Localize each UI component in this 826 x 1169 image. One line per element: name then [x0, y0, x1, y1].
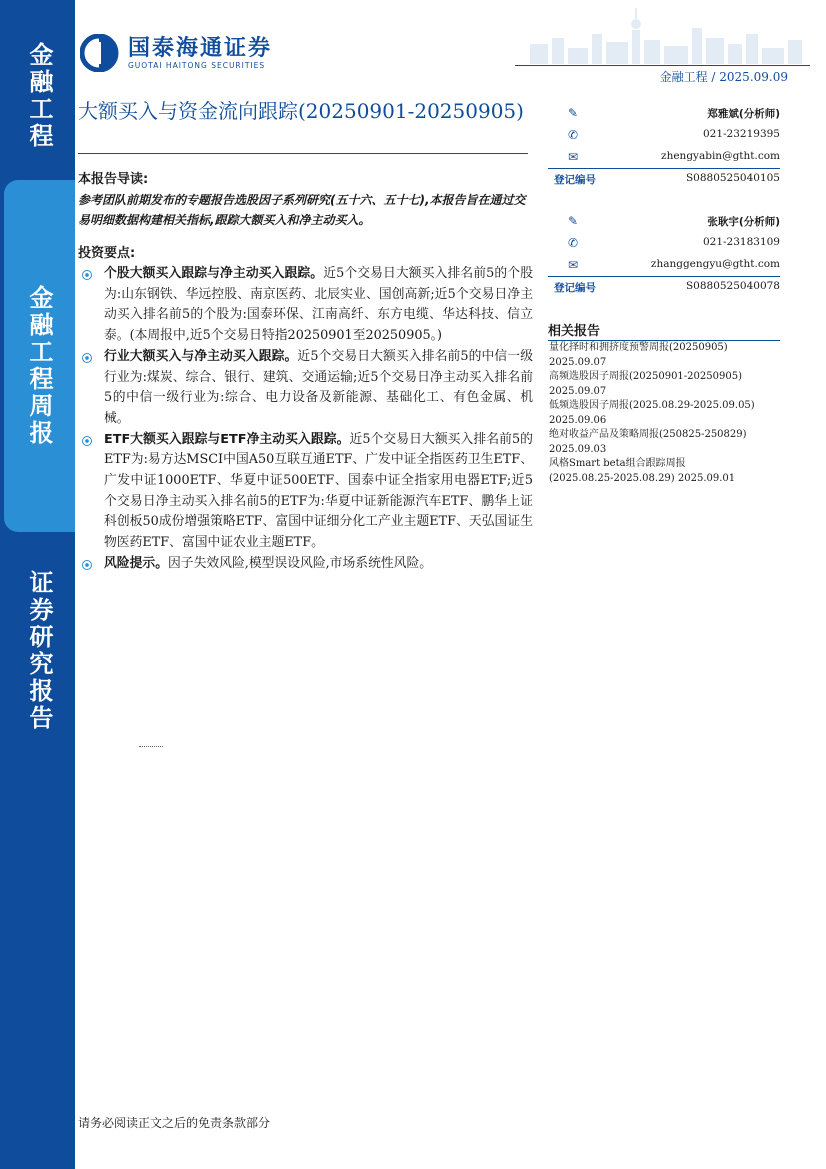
points-heading: 投资要点:	[78, 246, 136, 261]
header-date: 2025.09.09	[719, 70, 788, 84]
list-item	[78, 347, 533, 430]
related-item-title[interactable]: 绝对收益产品及策略周报(250825-250829)	[549, 429, 747, 440]
analyst-phone: 021-23183109	[702, 236, 780, 248]
bullet-icon	[82, 353, 92, 363]
title-rule	[78, 153, 528, 154]
point-text: 近5个交易日大额买入排名前5的ETF为:易方达MSCI中国A50互联互通ETF、广发中证全指医药卫生ETF、广发中证1000ETF、华夏中证500ETF、国泰中证全指家用电器ETF;近5个交易日净主动买入排名前5的ETF为:华夏中证新能源汽车ETF、鹏华上证科创板50成份增强策略ETF、富国中证细分化工产业主题ETF、天弘国证生物医药ETF、富国中证农业主题ETF。	[104, 431, 533, 551]
analyst-card	[548, 212, 780, 300]
city-skyline-icon	[520, 4, 820, 64]
list-item	[78, 264, 533, 347]
analyst-email[interactable]: zhengyabin@gtht.com	[661, 150, 780, 162]
point-text: 近5个交易日大额买入排名前5的中信一级行业为:煤炭、综合、银行、建筑、交通运输;近5个交易日净主动买入排名前5的中信一级行业为:综合、电力设备及新能源、基础化工、有色金属、机械。	[104, 348, 533, 426]
guide-heading: 本报告导读:	[78, 172, 149, 187]
point-text: 因子失效风险,模型误设风险,市场系统性风险。	[167, 555, 433, 571]
header-rule	[515, 65, 810, 66]
analyst-reg-label: 登记编号	[554, 282, 596, 294]
point-title: 风险提示。	[104, 555, 168, 571]
disclaimer-note: 请务必阅读正文之后的免责条款部分	[78, 1116, 271, 1130]
header-separator: /	[711, 70, 716, 84]
sidebar-tab-label: 证券研究报告	[25, 570, 53, 732]
logo-english-name: GUOTAI HAITONG SECURITIES	[128, 60, 266, 70]
mail-icon: ✉	[568, 150, 579, 164]
analyst-card	[548, 104, 780, 192]
analyst-phone: 021-23219395	[702, 128, 780, 140]
stray-mark	[139, 746, 163, 748]
bullet-icon	[82, 270, 92, 280]
related-list	[549, 341, 789, 486]
phone-icon: ✆	[568, 128, 579, 142]
bullet-icon	[82, 436, 92, 446]
related-item-title[interactable]: 量化择时和拥挤度预警周报(20250905)	[549, 342, 728, 353]
pen-icon: ✎	[568, 214, 579, 228]
mail-icon: ✉	[568, 258, 579, 272]
related-item-date: 2025.09.06	[549, 414, 607, 426]
analyst-reg: S0880525040105	[685, 172, 780, 184]
point-text: 近5个交易日大额买入排名前5的个股为:山东钢铁、华远控股、南京医药、北辰实业、国创高新;近5个交易日净主动买入排名前5的个股为:国泰环保、江南高纤、东方电缆、华达科技、信立泰。(本周报中,近5个交易日特指20250901至20250905。)	[104, 266, 533, 344]
analyst-reg-label: 登记编号	[554, 174, 596, 186]
analyst-name: 张耿宇(分析师)	[707, 216, 780, 228]
related-item-date: 2025.09.03	[549, 443, 607, 455]
point-title: 个股大额买入跟踪与净主动买入跟踪。	[104, 266, 324, 281]
logo-mark-icon	[80, 34, 120, 72]
analyst-rule	[548, 276, 780, 277]
point-title: ETF大额买入跟踪与ETF净主动买入跟踪。	[104, 431, 350, 447]
left-sidebar	[0, 0, 75, 1169]
related-heading: 相关报告	[548, 324, 601, 339]
header-category: 金融工程	[659, 70, 708, 84]
point-title: 行业大额买入与净主动买入跟踪。	[104, 348, 298, 364]
list-item	[78, 554, 533, 575]
related-item-date: 2025.09.07	[549, 356, 607, 368]
bullet-icon	[82, 560, 92, 570]
related-item-date: 2025.09.07	[549, 385, 607, 397]
pen-icon: ✎	[568, 106, 579, 120]
sidebar-tab-financial-engineering	[4, 0, 75, 170]
related-item-title[interactable]: (2025.08.25-2025.08.29) 2025.09.01	[549, 472, 736, 484]
points-list	[78, 264, 533, 575]
analyst-email[interactable]: zhanggengyu@gtht.com	[650, 258, 780, 270]
phone-icon: ✆	[568, 236, 579, 250]
page-title: 大额买入与资金流向跟踪(20250901-20250905)	[78, 99, 524, 123]
logo-chinese-name: 国泰海通证券	[128, 35, 273, 61]
related-item-title[interactable]: 低频选股因子周报(2025.08.29-2025.09.05)	[549, 400, 755, 411]
sidebar-tab-weekly-report	[4, 180, 75, 532]
analyst-reg: S0880525040078	[685, 280, 780, 292]
sidebar-tab-label: 金融工程周报	[25, 285, 53, 447]
header-meta	[660, 68, 788, 85]
list-item	[78, 430, 533, 554]
sidebar-tab-research-report	[4, 540, 75, 1169]
guide-text: 参考团队前期发布的专题报告选股因子系列研究(五十六、五十七),本报告旨在通过交易明细数据构建相关指标,跟踪大额买入和净主动买入。	[78, 193, 526, 227]
analyst-rule	[548, 168, 780, 169]
related-item-title[interactable]: 高频选股因子周报(20250901-20250905)	[549, 371, 742, 382]
sidebar-tab-label: 金融工程	[25, 42, 53, 150]
related-item-title[interactable]: 风格Smart beta组合跟踪周报	[549, 458, 686, 469]
company-logo	[80, 34, 272, 72]
analyst-name: 郑雅斌(分析师)	[707, 108, 780, 120]
